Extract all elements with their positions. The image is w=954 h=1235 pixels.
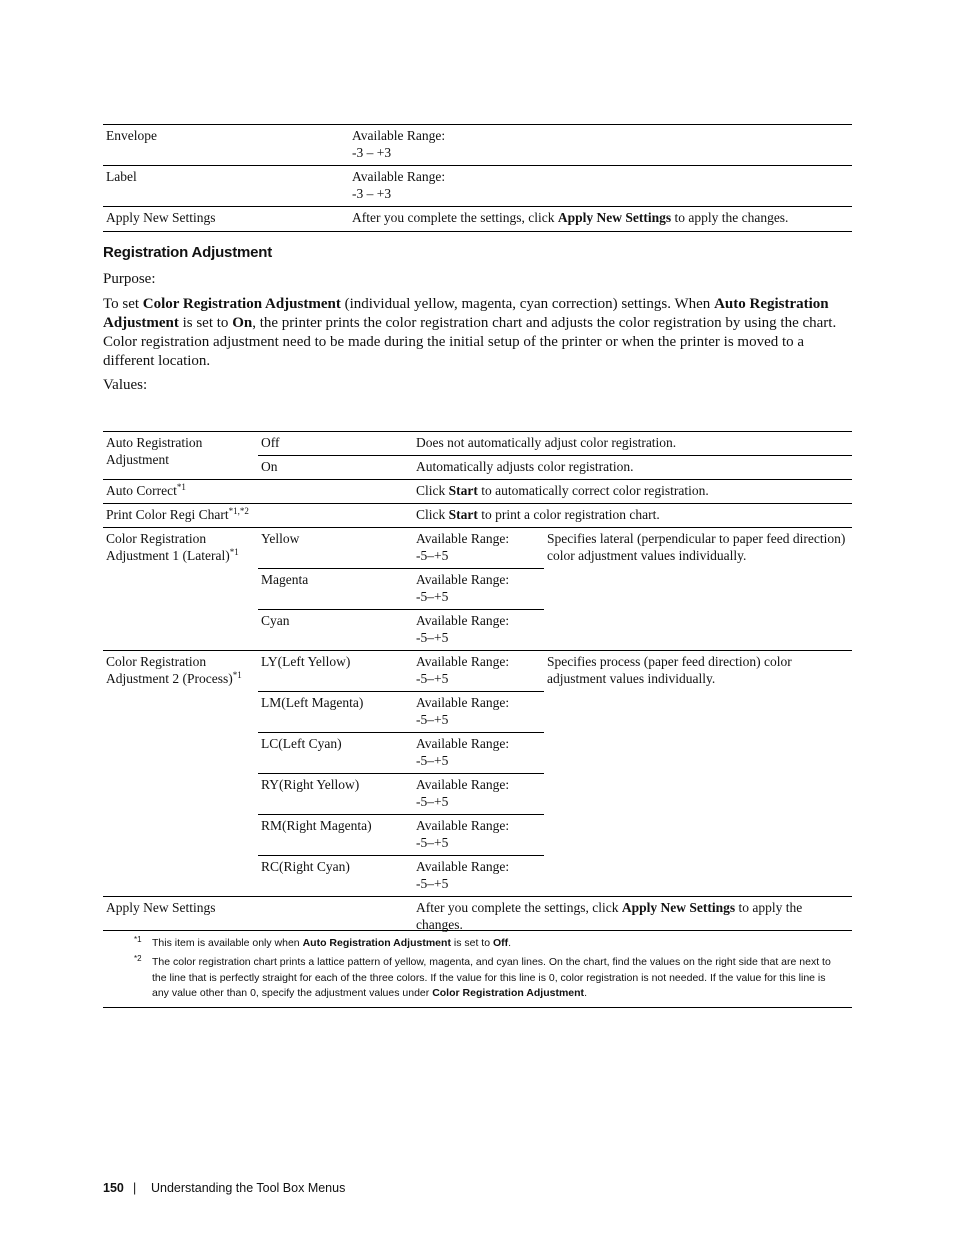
option-label: Cyan [258, 610, 413, 651]
option-label: RY(Right Yellow) [258, 774, 413, 815]
values-label: Values: [103, 377, 148, 393]
setting-label: Apply New Settings [103, 897, 413, 938]
option-desc: Does not automatically adjust color registration. [413, 432, 852, 456]
purpose-label: Purpose: [103, 271, 156, 287]
range-cell: Available Range: -5–+5 [413, 774, 544, 815]
setting-desc: Specifies process (paper feed direction) color adjustment values individually. [544, 651, 852, 897]
table-row [103, 528, 852, 569]
option-label: Yellow [258, 528, 413, 569]
values-table [103, 431, 852, 937]
option-label: On [258, 456, 413, 480]
table-row [103, 125, 852, 166]
setting-label: Color Registration Adjustment 2 (Process)$^{*1}$ [103, 651, 258, 897]
range-cell: Available Range: -5–+5 [413, 733, 544, 774]
option-label: LY(Left Yellow) [258, 651, 413, 692]
table-row [103, 207, 852, 232]
option-label: RM(Right Magenta) [258, 815, 413, 856]
table-footnotes [103, 930, 852, 1008]
footnote-2: *2 The color registration chart prints a lattice pattern of yellow, magenta, and cyan lines. On the chart, find the values on the right side that are next to the line that is perfectly straight for each of the three colors. If the value for this line is 0, color registration is not needed. If the value for this line is any value other than 0, specify the adjustment values under Color Registration Adjustment. [152, 955, 832, 1002]
range-cell: Available Range: -5–+5 [413, 692, 544, 733]
option-label: RC(Right Cyan) [258, 856, 413, 897]
table-row [103, 504, 852, 528]
option-label: LC(Left Cyan) [258, 733, 413, 774]
option-desc: After you complete the settings, click Apply New Settings to apply the changes. [413, 897, 852, 938]
table-row [103, 432, 852, 456]
row-label: Envelope [106, 128, 157, 143]
footer-title: Understanding the Tool Box Menus [151, 1181, 346, 1195]
section-heading: Registration Adjustment [103, 244, 273, 261]
footnote-mark: *1 [134, 935, 142, 944]
option-desc: Automatically adjusts color registration. [413, 456, 852, 480]
range-cell: Available Range: -5–+5 [413, 569, 544, 610]
row-value: After you complete the settings, click Apply New Settings to apply the changes. [349, 207, 852, 232]
option-label: LM(Left Magenta) [258, 692, 413, 733]
row-value: Available Range: -3 – +3 [349, 166, 852, 207]
footer-separator: | [133, 1181, 137, 1195]
page-number: 150 [103, 1181, 124, 1195]
option-desc: Click Start to print a color registration chart. [413, 504, 852, 528]
table-row [103, 166, 852, 207]
setting-label: Auto Registration Adjustment [103, 432, 258, 480]
row-label: Apply New Settings [103, 207, 349, 232]
setting-label: Auto Correct$^{*1}$ [103, 480, 413, 504]
purpose-text: To set Color Registration Adjustment (individual yellow, magenta, cyan correction) settings. When Auto Registration Adjustment is set to On, the printer prints the color registration chart and adjusts the color registration by using the chart. Color registration adjustment need to be made during the initial setup of the printer or when the printer is moved to a different location. [103, 296, 837, 369]
footnote-1: *1 This item is available only when Auto Registration Adjustment is set to Off. [152, 936, 832, 952]
table-row [103, 480, 852, 504]
setting-label: Print Color Regi Chart$^{*1,*2}$ [103, 504, 413, 528]
footnote-mark: *2 [134, 954, 142, 963]
range-cell: Available Range: -5–+5 [413, 815, 544, 856]
option-desc: Click Start to automatically correct color registration. [413, 480, 852, 504]
row-value: Available Range: -3 – +3 [352, 128, 446, 160]
range-cell: Available Range: -5–+5 [413, 610, 544, 651]
setting-desc: Specifies lateral (perpendicular to paper feed direction) color adjustment values individually. [544, 528, 852, 651]
setting-label: Color Registration Adjustment 1 (Lateral)$^{*1}$ [103, 528, 258, 651]
option-label: Magenta [258, 569, 413, 610]
table-row [103, 651, 852, 692]
row-label: Label [103, 166, 349, 207]
range-cell: Available Range: -5–+5 [413, 651, 544, 692]
paper-type-table [103, 124, 852, 232]
option-label: Off [258, 432, 413, 456]
range-cell: Available Range: -5–+5 [413, 856, 544, 897]
range-cell: Available Range: -5–+5 [413, 528, 544, 569]
